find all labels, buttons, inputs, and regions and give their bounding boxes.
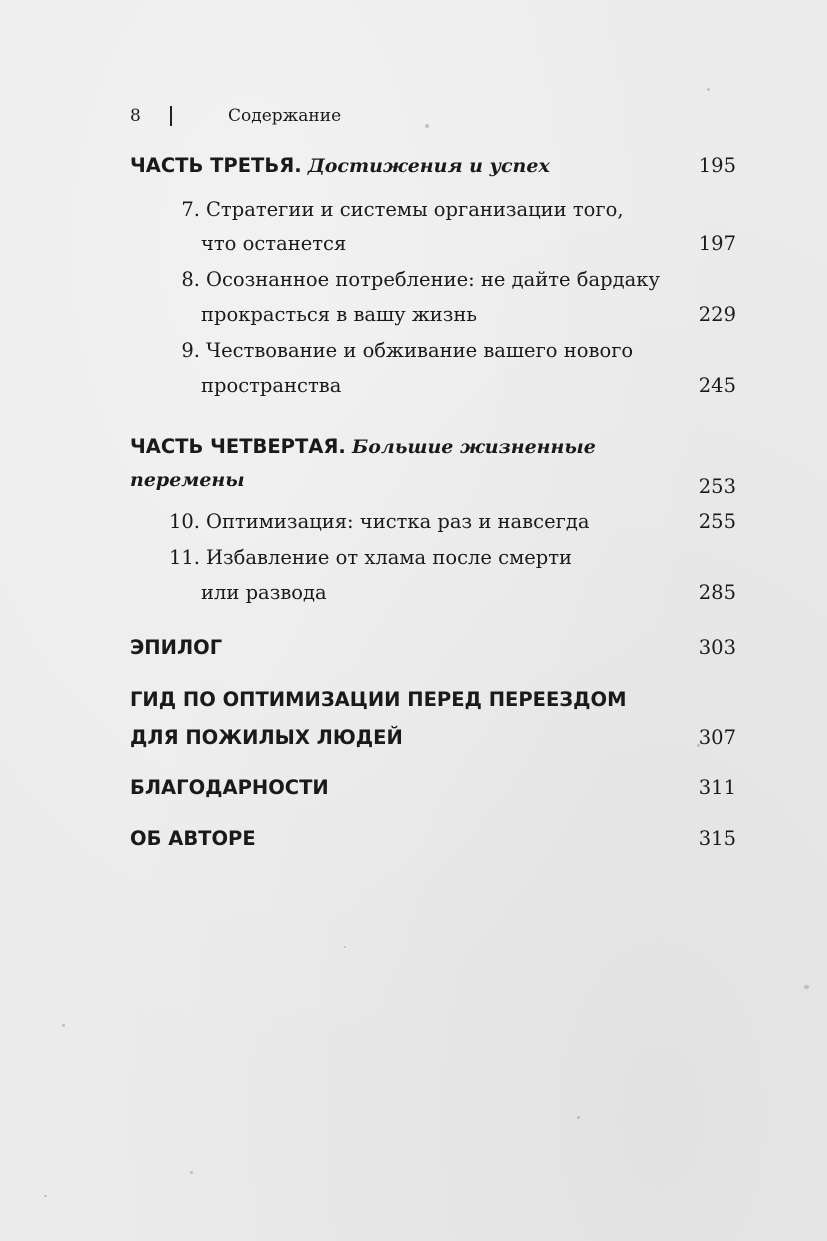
toc-epilogue[interactable]	[130, 636, 736, 666]
part-4-subtitle-line1: Большие жизненные	[352, 436, 596, 458]
chapter-9-title-line2: пространства	[201, 374, 342, 397]
chapter-7-number: 7.	[181, 198, 200, 221]
toc-part-3[interactable]	[130, 154, 736, 184]
chapter-8-page: 229	[698, 303, 736, 326]
chapter-7-title-line2: что останется	[201, 232, 347, 255]
chapter-9-page: 245	[698, 374, 736, 397]
part-4-page: 253	[698, 475, 736, 498]
epilogue-page: 303	[698, 636, 736, 659]
chapter-10-title: Оптимизация: чистка раз и навсегда	[206, 510, 590, 533]
guide-title-line1: ГИД ПО ОПТИМИЗАЦИИ ПЕРЕД ПЕРЕЕЗДОМ	[130, 688, 627, 711]
paper-speck	[707, 88, 710, 91]
toc-guide[interactable]	[130, 688, 736, 754]
toc-chapter-8[interactable]	[130, 268, 736, 330]
toc-part-4[interactable]	[130, 435, 736, 497]
part-4-title: ЧАСТЬ ЧЕТВЕРТАЯ.	[130, 435, 346, 458]
running-header	[130, 104, 341, 128]
part-3-page: 195	[698, 154, 736, 177]
chapter-11-title-line2: или развода	[201, 581, 327, 604]
part-4-subtitle-line2: перемены	[130, 469, 245, 491]
part-3-subtitle: Достижения и успех	[307, 155, 550, 177]
chapter-9-number: 9.	[181, 339, 200, 362]
guide-title-line2: ДЛЯ ПОЖИЛЫХ ЛЮДЕЙ	[130, 726, 403, 749]
chapter-10-page: 255	[698, 510, 736, 533]
toc-chapter-9[interactable]	[130, 339, 736, 401]
paper-speck	[425, 124, 429, 128]
paper-speck	[804, 985, 809, 989]
paper-speck	[44, 1195, 47, 1197]
toc-acknowledgements[interactable]	[130, 776, 736, 806]
paper-speck	[190, 1171, 193, 1174]
about-author-page: 315	[698, 827, 736, 850]
paper-speck	[62, 1024, 65, 1027]
epilogue-title: ЭПИЛОГ	[130, 636, 223, 659]
chapter-8-number: 8.	[181, 268, 200, 291]
paper-speck	[344, 946, 346, 948]
chapter-10-number: 10.	[168, 510, 200, 533]
header-title: Содержание	[228, 106, 342, 126]
about-author-title: ОБ АВТОРЕ	[130, 827, 256, 850]
toc-about-author[interactable]	[130, 827, 736, 857]
chapter-8-title-line2: прокрасться в вашу жизнь	[201, 303, 478, 326]
chapter-9-title-line1: Чествование и обживание вашего нового	[206, 339, 634, 362]
chapter-11-page: 285	[698, 581, 736, 604]
chapter-8-title-line1: Осознанное потребление: не дайте бардаку	[206, 268, 660, 291]
chapter-11-title-line1: Избавление от хлама после смерти	[206, 546, 573, 569]
part-3-title: ЧАСТЬ ТРЕТЬЯ.	[130, 154, 302, 177]
chapter-7-title-line1: Стратегии и системы организации того,	[206, 198, 624, 221]
header-divider	[170, 106, 172, 126]
header-page-number: 8	[130, 106, 141, 126]
toc-chapter-7[interactable]	[130, 198, 736, 260]
guide-page: 307	[698, 726, 736, 749]
acknowledgements-title: БЛАГОДАРНОСТИ	[130, 776, 329, 799]
toc-chapter-10[interactable]	[130, 510, 736, 538]
chapter-7-page: 197	[698, 232, 736, 255]
toc-chapter-11[interactable]	[130, 546, 736, 608]
chapter-11-number: 11.	[168, 546, 200, 569]
acknowledgements-page: 311	[698, 776, 736, 799]
paper-speck	[577, 1116, 580, 1119]
